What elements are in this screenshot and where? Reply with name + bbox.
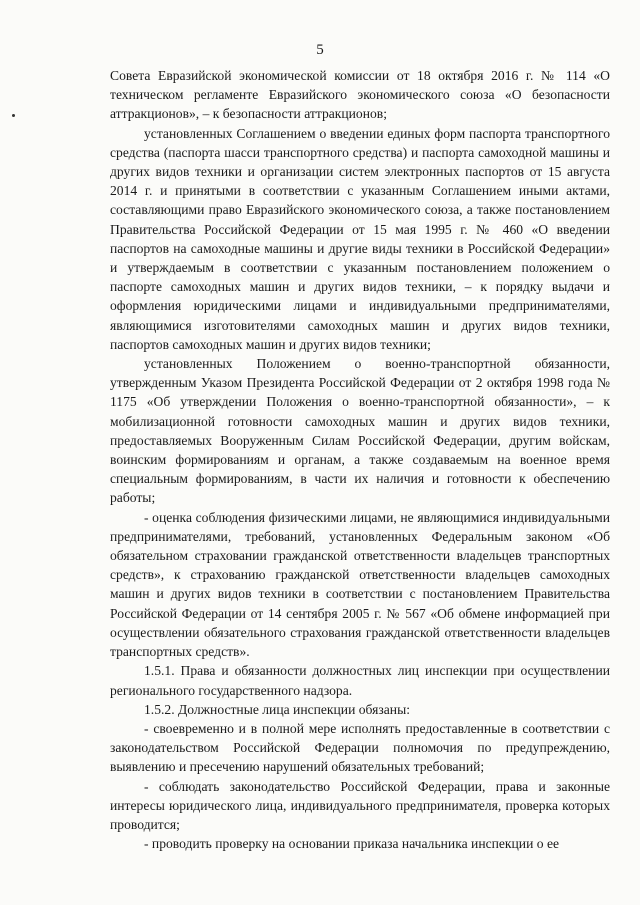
paragraph-1: Совета Евразийской экономической комиссии от 18 октября 2016 г. № 114 «О техническом регламенте Евразийского экономического союза «О безопасности аттракционов», – к безопасности аттракционов; [110, 68, 610, 122]
paragraph-3: установленных Положением о военно-транспортной обязанности, утвержденным Указом Президента Российской Федерации от 2 октября 1998 года № 1175 «Об утверждении Положения о военно-транспортной обязанности», – к мобилизационной готовности самоходных машин и других видов техники, предоставляемых Вооруженным Силам Российской Федерации, другим войскам, воинским формированиям и органам, а также создаваемым на военное время специальным формированиям, в части их наличия и готовности к обеспечению работы; [110, 356, 610, 506]
page-number: 5 [316, 42, 324, 58]
paragraph-8: - соблюдать законодательство Российской Федерации, права и законные интересы юридического лица, индивидуального предпринимателя, проверка которых проводится; [110, 778, 610, 832]
paragraph-4: - оценка соблюдения физическими лицами, не являющимися индивидуальными предпринимателями, требований, установленных Федеральным законом «Об обязательном страховании гражданской ответственности владельцев транспортных средств», к страхованию гражданской ответственности владельцев самоходных машин и других видов техники в соответствии с постановлением Правительства Российской Федерации от 14 сентября 2005 г. № 567 «Об обмене информацией при осуществлении обязательного страхования гражданской ответственности владельцев транспортных средств». [110, 509, 610, 660]
paragraph-6: 1.5.2. Должностные лица инспекции обязаны: [144, 701, 410, 717]
paragraph-2: установленных Соглашением о введении единых форм паспорта транспортного средства (паспорта шасси транспортного средства) и паспорта самоходной машины и других видов техники и организации систем электронных паспортов от 15 августа 2014 г. и принятыми в соответствии с указанным Соглашением иными актами, составляющими право Евразийского экономического союза, а также постановлением Правительства Российской Федерации от 15 мая 1995 г. № 460 «О введении паспортов на самоходные машины и другие виды техники в Российской Федерации» и утверждаемым в соответствии с указанным постановлением положением о паспорте самоходных машин и других видов техники, – к порядку выдачи и оформления юридическими лицами и индивидуальными предпринимателями, являющимися изготовителями самоходных машин и других видов техники, паспортов самоходных машин и других видов техники; [110, 125, 610, 352]
paragraph-5: 1.5.1. Права и обязанности должностных лиц инспекции при осуществлении регионального государственного надзора. [110, 663, 610, 698]
paragraph-9: - проводить проверку на основании приказа начальника инспекции о ее [144, 836, 560, 852]
margin-dot [12, 114, 15, 117]
document-body [110, 66, 610, 853]
paragraph-7: - своевременно и в полной мере исполнять предоставленные в соответствии с законодательством Российской Федерации полномочия по предупреждению, выявлению и пресечению нарушений обязательных требований; [110, 720, 610, 775]
